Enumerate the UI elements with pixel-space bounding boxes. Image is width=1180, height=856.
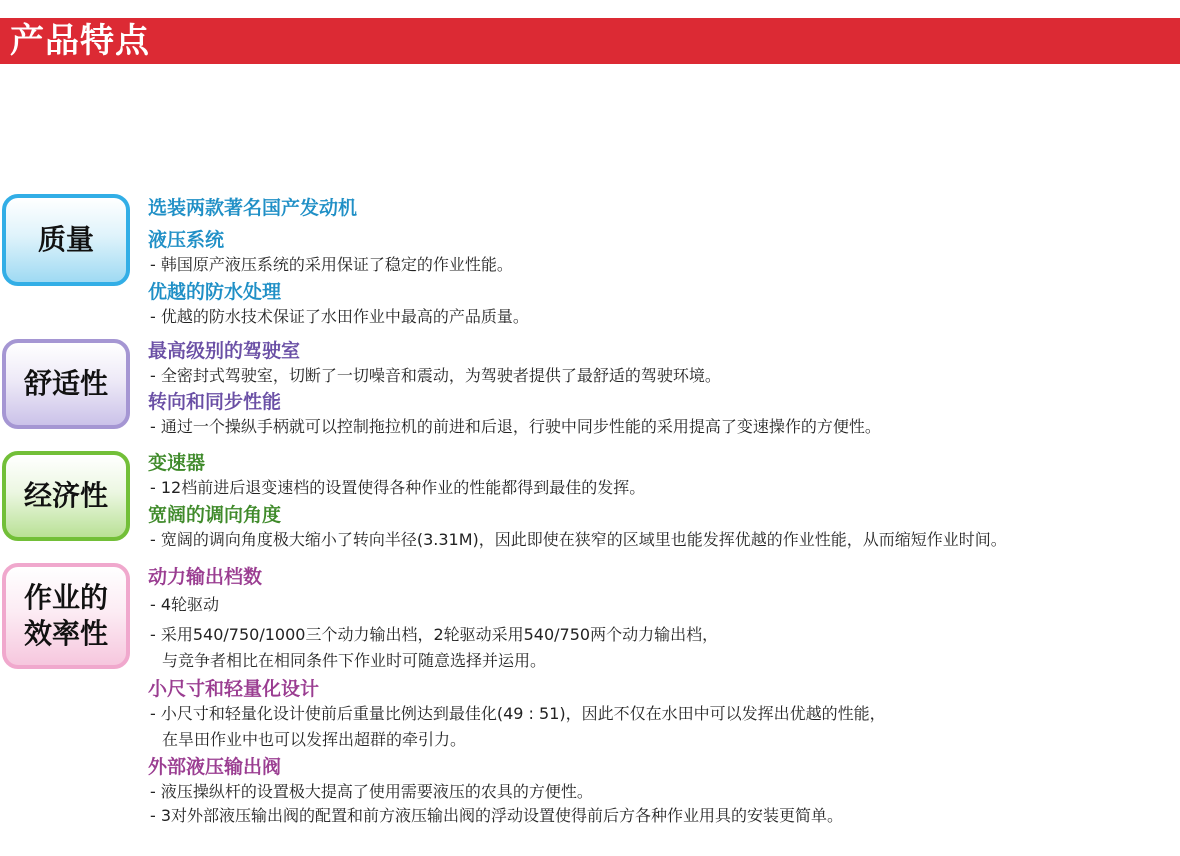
economy-line-angle: - 宽阔的调向角度极大缩小了转向半径(3.31M)，因此即使在狭窄的区域里也能发挥优越的作业性能，从而缩短作业时间。 (150, 530, 1007, 549)
efficiency-badge-label-line2: 效率性 (23, 617, 108, 650)
quality-heading-hydraulic: 液压系统 (148, 229, 225, 251)
economy-badge-label: 经济性 (23, 479, 108, 512)
efficiency-line-compact: - 小尺寸和轻量化设计使前后重量比例达到最佳化(49 : 51)，因此不仅在水田中可以发挥出优越的性能， (150, 704, 886, 723)
efficiency-line-pto: - 采用540/750/1000三个动力输出档，2轮驱动采用540/750两个动力输出档， (150, 625, 719, 644)
economy-line-transmission: - 12档前进后退变速档的设置使得各种作业的性能都得到最佳的发挥。 (150, 478, 646, 497)
comfort-badge-label: 舒适性 (23, 367, 108, 400)
comfort-heading-steering: 转向和同步性能 (148, 391, 282, 413)
comfort-line-cab: - 全密封式驾驶室，切断了一切噪音和震动，为驾驶者提供了最舒适的驾驶环境。 (150, 366, 721, 385)
quality-line-hydraulic: - 韩国原产液压系统的采用保证了稳定的作业性能。 (150, 255, 513, 274)
quality-heading-engine: 选装两款著名国产发动机 (148, 197, 358, 219)
efficiency-line-pto-cont: 与竞争者相比在相同条件下作业时可随意选择并运用。 (162, 651, 547, 670)
efficiency-badge (2, 563, 130, 669)
efficiency-line-lever: - 液压操纵杆的设置极大提高了使用需要液压的农具的方便性。 (150, 782, 593, 801)
efficiency-line-4wd: - 4轮驱动 (150, 595, 220, 614)
economy-badge (2, 451, 130, 541)
efficiency-heading-valve: 外部液压输出阀 (148, 756, 282, 778)
header-bar (0, 18, 1180, 64)
comfort-heading-cab: 最高级别的驾驶室 (148, 340, 301, 362)
efficiency-line-compact-cont: 在旱田作业中也可以发挥出超群的牵引力。 (162, 730, 467, 749)
economy-heading-transmission: 变速器 (148, 452, 206, 474)
efficiency-line-valve: - 3对外部液压输出阀的配置和前方液压输出阀的浮动设置使得前后方各种作业用具的安装更简单。 (150, 806, 844, 825)
comfort-badge (2, 339, 130, 429)
quality-badge (2, 194, 130, 286)
efficiency-heading-pto: 动力输出档数 (148, 566, 263, 588)
quality-line-waterproof: - 优越的防水技术保证了水田作业中最高的产品质量。 (150, 307, 529, 326)
efficiency-badge-label-line1: 作业的 (23, 581, 108, 614)
efficiency-heading-compact: 小尺寸和轻量化设计 (148, 678, 320, 700)
quality-badge-label: 质量 (37, 223, 94, 256)
comfort-line-steering: - 通过一个操纵手柄就可以控制拖拉机的前进和后退，行驶中同步性能的采用提高了变速操作的方便性。 (150, 417, 881, 436)
page-title: 产品特点 (10, 21, 150, 61)
economy-heading-angle: 宽阔的调向角度 (148, 504, 282, 526)
quality-heading-waterproof: 优越的防水处理 (148, 281, 282, 303)
